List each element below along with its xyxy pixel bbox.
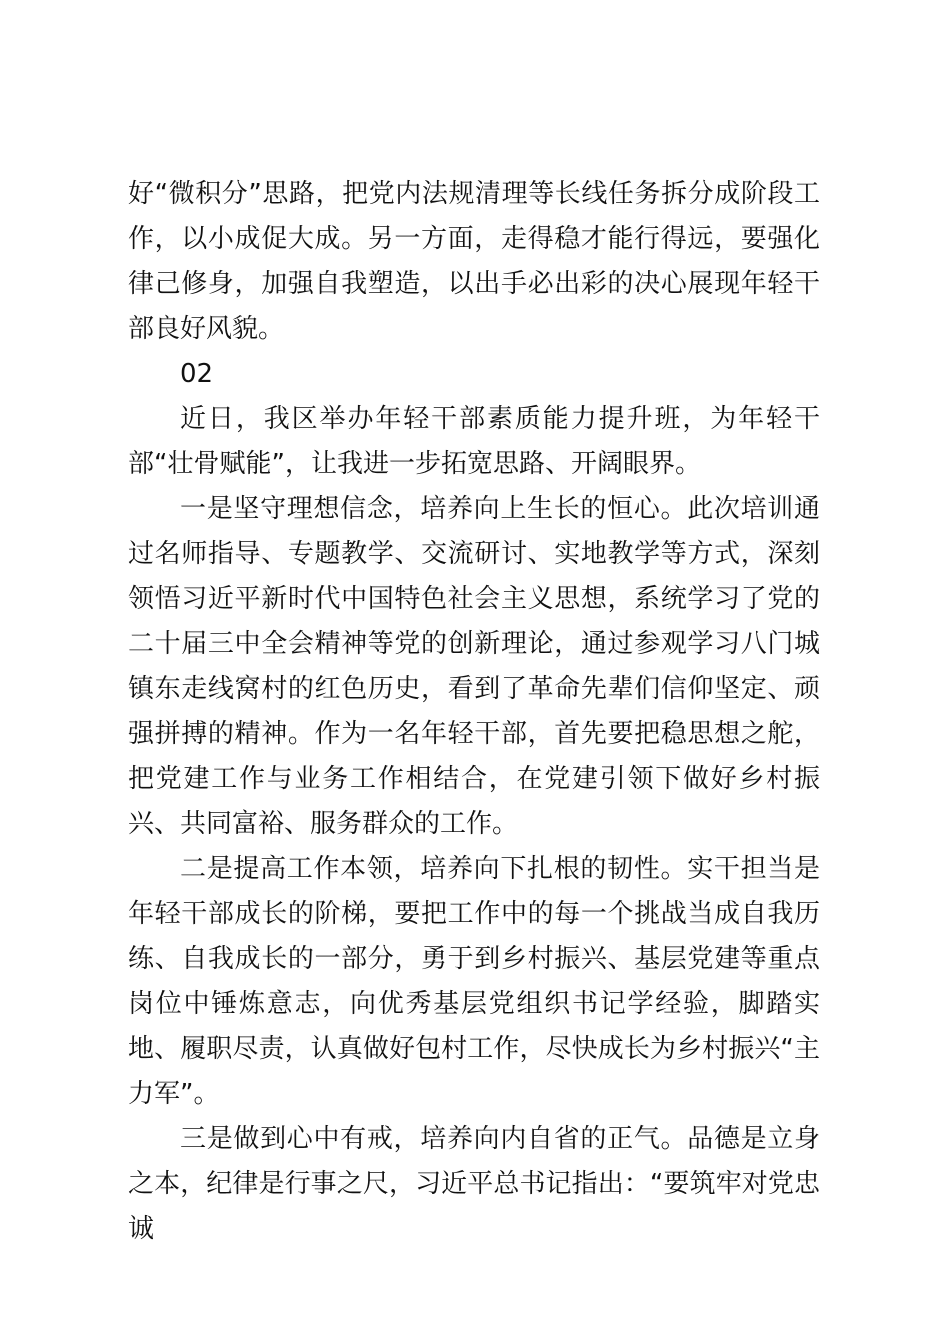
paragraph-point-three: 三是做到心中有戒，培养向内自省的正气。品德是立身之本，纪律是行事之尺，习近平总书记指出：“要筑牢对党忠诚 [128, 1124, 820, 1244]
paragraph-point-one: 一是坚守理想信念，培养向上生长的恒心。此次培训通过名师指导、专题教学、交流研讨、实地教学等方式，深刻领悟习近平新时代中国特色社会主义思想，系统学习了党的二十届三中全会精神等党的创新理论，通过参观学习八门城镇东走线窝村的红色历史，看到了革命先辈们信仰坚定、顽强拼搏的精神。作为一名年轻干部，首先要把稳思想之舵，把党建工作与业务工作相结合，在党建引领下做好乡村振兴、共同富裕、服务群众的工作。 [128, 494, 820, 839]
section-number: 02 [180, 359, 214, 389]
document-body [128, 172, 820, 1252]
paragraph-intro: 近日，我区举办年轻干部素质能力提升班，为年轻干部“壮骨赋能”，让我进一步拓宽思路、开阔眼界。 [128, 404, 820, 479]
paragraph-point-two: 二是提高工作本领，培养向下扎根的韧性。实干担当是年轻干部成长的阶梯，要把工作中的每一个挑战当成自我历练、自我成长的一部分，勇于到乡村振兴、基层党建等重点岗位中锤炼意志，向优秀基层党组织书记学经验，脚踏实地、履职尽责，认真做好包村工作，尽快成长为乡村振兴“主力军”。 [128, 854, 820, 1109]
paragraph-continuation: 好“微积分”思路，把党内法规清理等长线任务拆分成阶段工作，以小成促大成。另一方面，走得稳才能行得远，要强化律己修身，加强自我塑造，以出手必出彩的决心展现年轻干部良好风貌。 [128, 179, 820, 344]
